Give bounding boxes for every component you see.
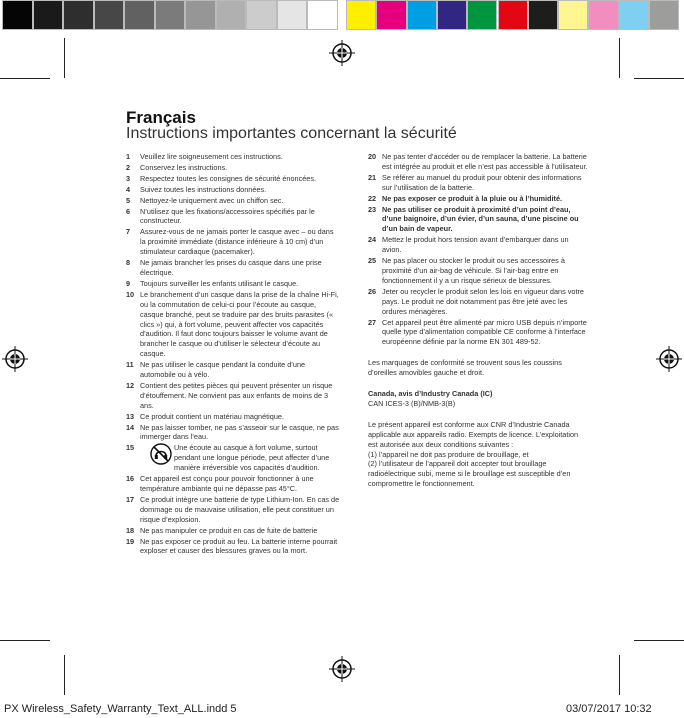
list-item	[368, 205, 588, 235]
list-text: Ne pas tenter d’accéder ou de remplacer la batterie. La batterie est intégrée au produit et elle n’est pas accessible à l’utilisateur.	[382, 152, 588, 171]
color-swatch	[619, 0, 649, 30]
list-text: Ne pas exposer ce produit à la pluie ou à l’humidité.	[382, 193, 563, 203]
list-item	[368, 194, 588, 204]
list-number: 12	[126, 380, 135, 390]
canada-body: Le présent appareil est conforme aux CNR d’Industrie Canada applicable aux appareils radio. Exempts de licence. L’exploitation est autorisée aux deux conditions suivantes :	[368, 419, 579, 449]
list-number: 1	[126, 152, 131, 161]
list-item	[126, 185, 341, 195]
color-swatch	[588, 0, 618, 30]
list-item	[126, 381, 341, 411]
crop-mark	[0, 78, 50, 79]
list-item	[126, 227, 341, 257]
list-number: 24	[368, 235, 377, 245]
list-number: 14	[126, 422, 135, 432]
list-text: Ne pas laisser tomber, ne pas s’asseoir sur le casque, ne pas immerger dans l’eau.	[140, 422, 339, 442]
list-text: Ne pas exposer ce produit au feu. La batterie interne pourrait exploser et causer des blessures graves ou la mort.	[140, 536, 338, 556]
list-number: 10	[126, 289, 135, 299]
color-swatch	[467, 0, 497, 30]
list-text: Conservez les instructions.	[140, 162, 228, 172]
list-text: Se référer au manuel du produit pour obtenir des informations sur l’utilisation de la batterie.	[382, 172, 582, 192]
list-number: 4	[126, 184, 131, 194]
list-text: Suivez toutes les instructions données.	[140, 184, 267, 194]
color-swatch	[63, 0, 94, 30]
list-text: Ne pas utiliser ce produit à proximité d’un point d’eau, d’une baignoire, d’un évier, d’un sauna, d’une piscine ou d’un bain de vapeur.	[382, 204, 579, 234]
list-item-15	[126, 443, 341, 473]
registration-mark-icon	[329, 40, 355, 66]
list-text: Assurez-vous de ne jamais porter le casque avec – ou dans la proximité immédiate (distance inférieure à 10 cm) d’un stimulateur cardiaque (pacemaker).	[140, 227, 334, 257]
list-item	[368, 173, 588, 193]
list-number: 6	[126, 206, 131, 216]
hearing-warning-icon	[140, 443, 174, 473]
list-text: Cet appareil peut être alimenté par micro USB depuis n’importe quelle type d’alimentation compatible CE conforme à l’interface européenne définie par la norme EN 301 489-52.	[382, 317, 587, 347]
list-number: 26	[368, 286, 377, 296]
list-text: Cet appareil est conçu pour pouvoir fonctionner à une température ambiante qui ne dépasse pas 45°C.	[140, 474, 314, 493]
color-swatch	[558, 0, 588, 30]
color-swatch	[33, 0, 64, 30]
list-text: N’utilisez que les fixations/accessoires spécifiés par le constructeur.	[140, 206, 315, 226]
list-text: Ce produit contient un matériau magnétique.	[140, 411, 284, 421]
list-item	[126, 163, 341, 173]
safety-list-left-continued	[126, 474, 341, 556]
list-item	[126, 258, 341, 278]
list-text: Une écoute au casque à fort volume, surtout pendant une longue période, peut affecter d’une manière irréversible vos capacités d’audition.	[174, 443, 330, 473]
list-item	[126, 290, 341, 359]
list-item	[368, 152, 588, 172]
canada-condition-1: (1) l’appareil ne doit pas produire de brouillage, et	[368, 449, 529, 459]
list-number: 15	[126, 443, 135, 453]
list-text: Veuillez lire soigneusement ces instructions.	[140, 152, 283, 161]
color-swatch	[277, 0, 308, 30]
list-item	[368, 235, 588, 255]
canada-heading: Canada, avis d’Industry Canada (IC)	[368, 389, 493, 399]
list-item	[368, 318, 588, 348]
crop-mark	[64, 655, 65, 695]
list-item	[126, 152, 341, 162]
list-number: 20	[368, 152, 377, 161]
list-number: 8	[126, 258, 131, 268]
list-number: 2	[126, 162, 131, 172]
list-number: 19	[126, 536, 135, 546]
list-number: 7	[126, 227, 131, 237]
list-text: Toujours surveiller les enfants utilisant le casque.	[140, 278, 299, 288]
list-number: 9	[126, 278, 131, 288]
registration-mark-icon	[329, 656, 355, 682]
color-swatch	[407, 0, 437, 30]
color-swatch	[185, 0, 216, 30]
list-text: Contient des petites pièces qui peuvent présenter un risque d’étouffement. Ne convient pas aux enfants de moins de 3 ans.	[140, 380, 333, 410]
list-number: 18	[126, 525, 135, 535]
crop-mark	[634, 78, 684, 79]
color-swatch	[307, 0, 338, 30]
right-column	[368, 152, 588, 489]
color-swatch	[216, 0, 247, 30]
color-swatch	[437, 0, 467, 30]
list-item	[126, 360, 341, 380]
list-number: 21	[368, 172, 377, 182]
list-item	[126, 174, 341, 184]
list-number: 22	[368, 193, 377, 203]
list-text: Ne pas manipuler ce produit en cas de fuite de batterie	[140, 525, 318, 535]
list-text: Ne pas utiliser le casque pendant la conduite d’une automobile ou à vélo.	[140, 360, 306, 380]
color-swatch	[246, 0, 277, 30]
color-swatch	[346, 0, 376, 30]
list-number: 11	[126, 360, 134, 370]
registration-mark-icon	[656, 346, 682, 372]
list-item	[368, 287, 588, 317]
list-number: 25	[368, 256, 377, 266]
list-item	[126, 526, 341, 536]
list-item	[126, 196, 341, 206]
list-text: Respectez toutes les consignes de sécurité énoncées.	[140, 173, 317, 183]
color-swatch	[155, 0, 186, 30]
list-number: 23	[368, 204, 377, 214]
crop-mark	[619, 655, 620, 695]
section-title: Français	[126, 108, 196, 127]
list-text: Nettoyez-le uniquement avec un chiffon sec.	[140, 195, 284, 205]
crop-mark	[64, 38, 65, 78]
color-swatch	[376, 0, 406, 30]
left-column	[126, 152, 341, 557]
color-swatch	[498, 0, 528, 30]
list-item	[126, 279, 341, 289]
list-item	[126, 474, 341, 494]
crop-mark	[619, 38, 620, 78]
list-item	[126, 537, 341, 557]
list-item	[126, 423, 341, 443]
color-swatch	[649, 0, 679, 30]
list-text: Le branchement d’un casque dans la prise de la chaîne Hi-Fi, ou la commutation de celui-ci pour l’écoute au casque, casque branché, peut se traduire par des bruits parasites (« clics ») qui, à fort volume, peuvent affecter vos capacités d’audition. Il faut donc toujours baisser le volume avant de brancher le casque ou d’utiliser le sélecteur d’écoute au casque.	[140, 289, 339, 359]
list-number: 5	[126, 195, 131, 205]
list-text: Mettez le produit hors tension avant d’embarquer dans un avion.	[382, 235, 569, 255]
list-text: Ne jamais brancher les prises du casque dans une prise électrique.	[140, 258, 322, 277]
list-item	[368, 256, 588, 286]
list-number: 27	[368, 317, 377, 327]
registration-mark-icon	[2, 346, 28, 372]
list-item	[126, 207, 341, 227]
crop-mark	[634, 640, 684, 641]
list-text: Ce produit intègre une batterie de type Lithium-Ion. En cas de dommage ou de mauvaise utilisation, elle peut constituer un risque d’explosion.	[140, 494, 340, 524]
file-slug: PX Wireless_Safety_Warranty_Text_ALL.indd 5	[4, 703, 237, 715]
canada-condition-2: (2) l’utilisateur de l’appareil doit accepter tout brouillage radioélectrique subi, meme si le brouillage est susceptible d’en compromettre le fonctionnement.	[368, 459, 571, 489]
canada-code: CAN ICES-3 (B)/NMB-3(B)	[368, 398, 456, 408]
list-text: Ne pas placer ou stocker le produit ou ses accessoires à proximité d’un air-bag de véhicule. Si l’air-bag entre en fonctionnement il y a un risque sérieux de blessures.	[382, 256, 565, 285]
safety-list-right	[368, 152, 588, 347]
list-item	[126, 495, 341, 525]
list-number: 13	[126, 411, 135, 421]
list-number: 16	[126, 474, 135, 484]
color-swatch	[2, 0, 33, 30]
crop-mark	[0, 640, 50, 641]
list-text: Jeter ou recycler le produit selon les lois en vigueur dans votre pays. Le produit ne doit notamment pas être jeté avec les ordures ménagères.	[382, 286, 584, 316]
color-swatch	[528, 0, 558, 30]
compliance-note: Les marquages de conformité se trouvent sous les coussins d’oreilles amovibles gauche et droit.	[368, 358, 562, 378]
section-subtitle: Instructions importantes concernant la sécurité	[126, 125, 457, 142]
date-slug: 03/07/2017 10:32	[566, 703, 652, 715]
list-number: 3	[126, 173, 131, 183]
color-swatch	[124, 0, 155, 30]
safety-list-left	[126, 152, 341, 442]
list-item	[126, 412, 341, 422]
list-number: 17	[126, 494, 135, 504]
color-swatch	[94, 0, 125, 30]
